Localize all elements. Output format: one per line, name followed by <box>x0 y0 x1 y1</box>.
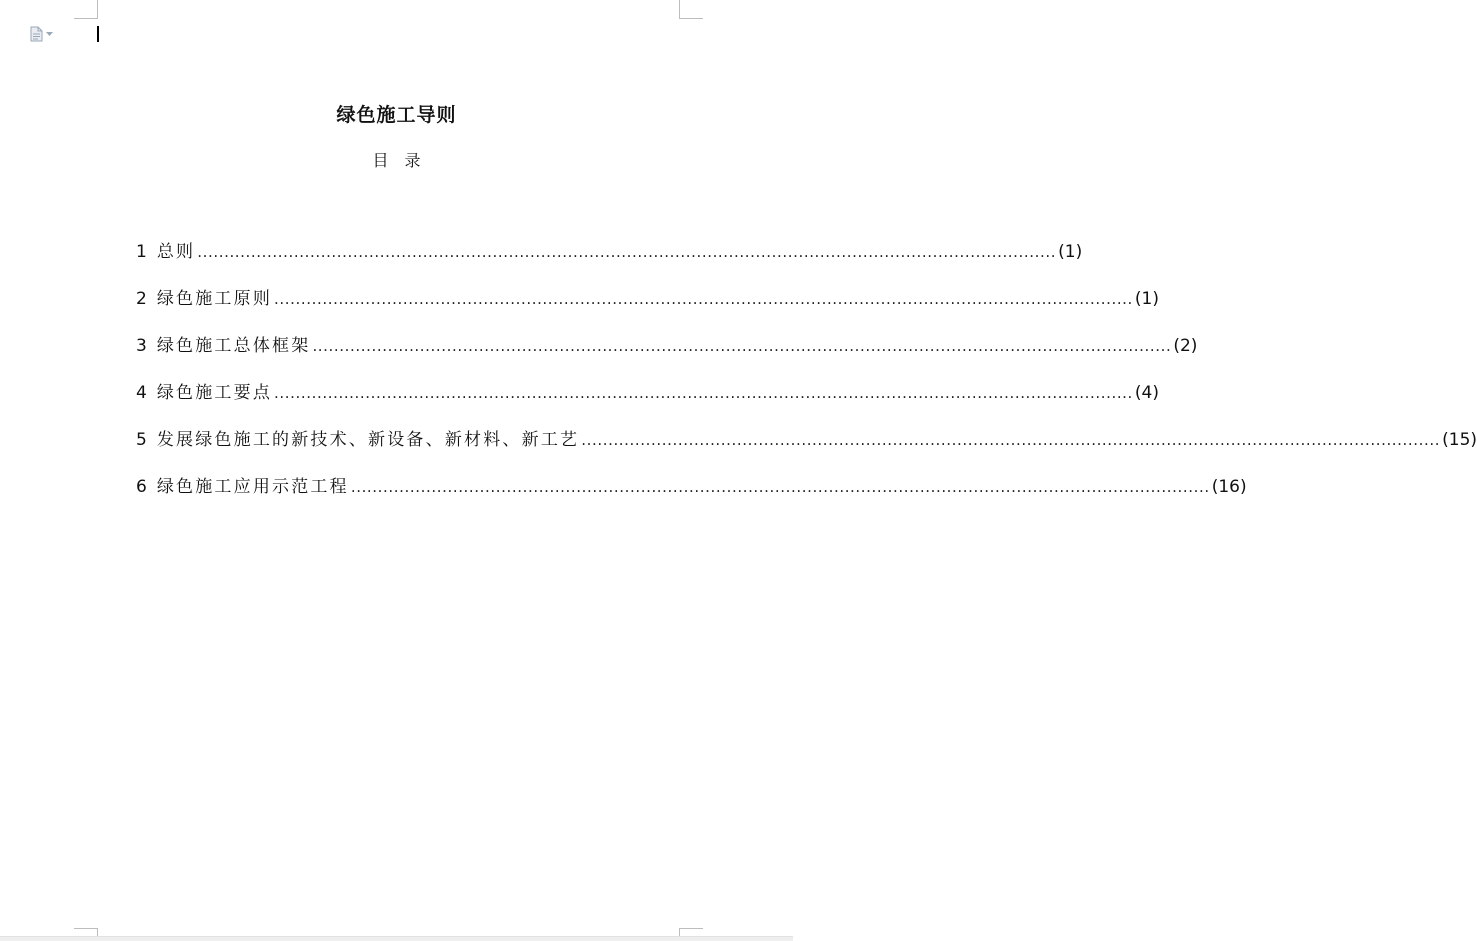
toc-entry[interactable] <box>136 381 1160 428</box>
toc-entry[interactable] <box>136 475 1247 522</box>
toc-entry-number: 4 <box>136 383 147 403</box>
toc-entry-page: (4) <box>1134 383 1160 403</box>
toc-dot-leader: ................................................................................................................................................................ <box>350 478 1210 496</box>
document-icon <box>30 26 43 42</box>
toc-dot-leader: ................................................................................................................................................................ <box>274 384 1133 402</box>
crop-mark-top-right <box>679 0 680 19</box>
toc-entry-page: (16) <box>1211 477 1247 497</box>
crop-mark-bottom-right <box>679 928 703 929</box>
toc-entry-title: 总则 <box>156 242 196 262</box>
crop-mark-bottom-left <box>74 928 98 929</box>
toc-dot-leader: ................................................................................................................................................................ <box>197 243 1057 261</box>
toc-dot-leader: ................................................................................................................................................................ <box>312 337 1172 355</box>
toc-entry-page: (1) <box>1058 242 1083 262</box>
caret-down-icon <box>46 32 53 37</box>
toc-dot-leader: ................................................................................................................................................................ <box>274 290 1133 308</box>
toc-entry-number: 3 <box>136 336 147 356</box>
toc-dot-leader: ................................................................................................................................................................ <box>581 431 1441 449</box>
toc-entry-number: 1 <box>136 242 147 262</box>
toc-entry-title: 绿色施工总体框架 <box>156 336 311 356</box>
crop-mark-top-left <box>74 18 98 19</box>
toc-entry-title: 绿色施工应用示范工程 <box>156 477 349 497</box>
toc-entry[interactable] <box>136 240 1083 287</box>
toc-entry-number: 5 <box>136 430 147 450</box>
page-bottom-edge <box>0 936 793 941</box>
toc-entry[interactable] <box>136 334 1198 381</box>
document-title: 绿色施工导则 <box>336 104 457 126</box>
toc-entry-number: 6 <box>136 477 147 497</box>
crop-mark-top-left <box>97 0 98 19</box>
crop-mark-top-right <box>679 18 703 19</box>
toc-entry[interactable] <box>136 287 1160 334</box>
table-of-contents <box>136 240 1477 522</box>
toc-entry-page: (2) <box>1173 336 1198 356</box>
toc-entry-title: 发展绿色施工的新技术、新设备、新材料、新工艺 <box>156 430 580 450</box>
toc-entry-number: 2 <box>136 289 147 309</box>
document-menu-button[interactable] <box>30 25 60 43</box>
toc-entry-title: 绿色施工原则 <box>156 289 273 309</box>
toc-entry[interactable] <box>136 428 1477 475</box>
toc-heading: 目 录 <box>372 151 421 170</box>
toc-entry-page: (1) <box>1134 289 1160 309</box>
text-cursor <box>97 26 99 42</box>
toc-entry-page: (15) <box>1442 430 1477 450</box>
toc-entry-title: 绿色施工要点 <box>156 383 273 403</box>
